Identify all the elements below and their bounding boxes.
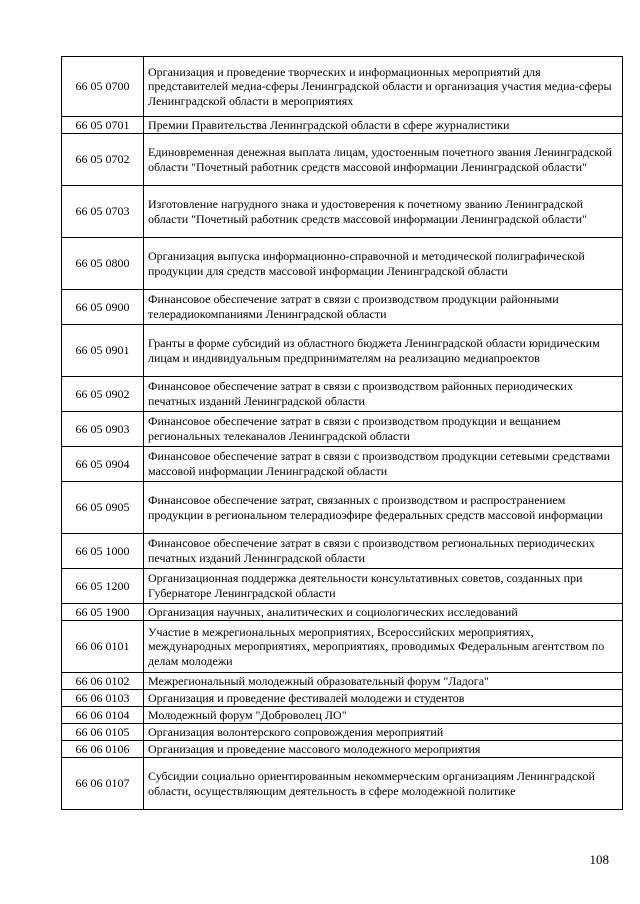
table-row <box>62 707 623 724</box>
row-description: Финансовое обеспечение затрат в связи с производством районных периодических печатных изданий Ленинградской области <box>144 377 623 412</box>
row-description: Изготовление нагрудного знака и удостоверения к почетному званию Ленинградской области "Почетный работник средств массовой информации Ленинградской области" <box>144 186 623 238</box>
budget-classification-table <box>61 56 623 810</box>
table-row <box>62 186 623 238</box>
row-code: 66 05 0900 <box>62 290 144 325</box>
table-row <box>62 134 623 186</box>
table-row <box>62 117 623 134</box>
row-description: Субсидии социально ориентированным некоммерческим организациям Ленинградской области, осуществляющим деятельность в сфере молодежной политике <box>144 758 623 810</box>
table-row <box>62 290 623 325</box>
table-row <box>62 412 623 447</box>
row-description: Гранты в форме субсидий из областного бюджета Ленинградской области юридическим лицам и индивидуальным предпринимателям на реализацию медиапроектов <box>144 325 623 377</box>
row-code: 66 06 0103 <box>62 690 144 707</box>
row-code: 66 06 0106 <box>62 741 144 758</box>
row-description: Финансовое обеспечение затрат в связи с производством продукции и вещанием региональных телеканалов Ленинградской области <box>144 412 623 447</box>
page-number: 108 <box>589 852 609 867</box>
row-code: 66 05 0903 <box>62 412 144 447</box>
row-code: 66 06 0107 <box>62 758 144 810</box>
row-code: 66 05 0703 <box>62 186 144 238</box>
table-row <box>62 569 623 604</box>
row-code: 66 05 0700 <box>62 57 144 117</box>
table-row <box>62 534 623 569</box>
row-description: Финансовое обеспечение затрат, связанных с производством и распространением продукции в региональном телерадиоэфире федеральных средств массовой информации <box>144 482 623 534</box>
row-description: Межрегиональный молодежный образовательный форум "Ладога" <box>144 673 623 690</box>
row-description: Организация волонтерского сопровождения мероприятий <box>144 724 623 741</box>
row-description: Участие в межрегиональных мероприятиях, Всероссийских мероприятиях, международных мероприятиях, мероприятиях, проводимых Федеральным агентством по делам молодежи <box>144 621 623 673</box>
row-code: 66 06 0102 <box>62 673 144 690</box>
row-description: Финансовое обеспечение затрат в связи с производством продукции районными телерадиокомпаниями Ленинградской области <box>144 290 623 325</box>
table-row <box>62 690 623 707</box>
table-row <box>62 377 623 412</box>
row-description: Премии Правительства Ленинградской области в сфере журналистики <box>144 117 623 134</box>
table-row <box>62 238 623 290</box>
table-row <box>62 604 623 621</box>
table-row <box>62 621 623 673</box>
row-description: Организация и проведение творческих и информационных мероприятий для представителей медиа-сферы Ленинградской области и организация участия медиа-сферы Ленинградской области в мероприятиях <box>144 57 623 117</box>
row-description: Молодежный форум "Доброволец ЛО" <box>144 707 623 724</box>
table-row <box>62 758 623 810</box>
row-code: 66 05 1900 <box>62 604 144 621</box>
row-description: Финансовое обеспечение затрат в связи с производством продукции сетевыми средствами массовой информации Ленинградской области <box>144 447 623 482</box>
row-description: Организация и проведение массового молодежного мероприятия <box>144 741 623 758</box>
row-description: Организация и проведение фестивалей молодежи и студентов <box>144 690 623 707</box>
table-row <box>62 724 623 741</box>
row-code: 66 05 0902 <box>62 377 144 412</box>
row-code: 66 05 0702 <box>62 134 144 186</box>
row-code: 66 05 0905 <box>62 482 144 534</box>
row-code: 66 05 0901 <box>62 325 144 377</box>
table-row <box>62 741 623 758</box>
row-code: 66 06 0104 <box>62 707 144 724</box>
row-code: 66 05 1000 <box>62 534 144 569</box>
row-description: Организационная поддержка деятельности консультативных советов, созданных при Губернаторе Ленинградской области <box>144 569 623 604</box>
row-code: 66 05 0800 <box>62 238 144 290</box>
row-description: Организация выпуска информационно-справочной и методической полиграфической продукции для средств массовой информации Ленинградской области <box>144 238 623 290</box>
table-row <box>62 447 623 482</box>
row-description: Организация научных, аналитических и социологических исследований <box>144 604 623 621</box>
table-row <box>62 673 623 690</box>
row-code: 66 05 0701 <box>62 117 144 134</box>
row-code: 66 05 0904 <box>62 447 144 482</box>
row-description: Финансовое обеспечение затрат в связи с производством региональных периодических печатных изданий Ленинградской области <box>144 534 623 569</box>
row-description: Единовременная денежная выплата лицам, удостоенным почетного звания Ленинградской области "Почетный работник средств массовой информации Ленинградской области" <box>144 134 623 186</box>
table-row <box>62 482 623 534</box>
row-code: 66 06 0105 <box>62 724 144 741</box>
row-code: 66 05 1200 <box>62 569 144 604</box>
table-row <box>62 57 623 117</box>
row-code: 66 06 0101 <box>62 621 144 673</box>
table-row <box>62 325 623 377</box>
